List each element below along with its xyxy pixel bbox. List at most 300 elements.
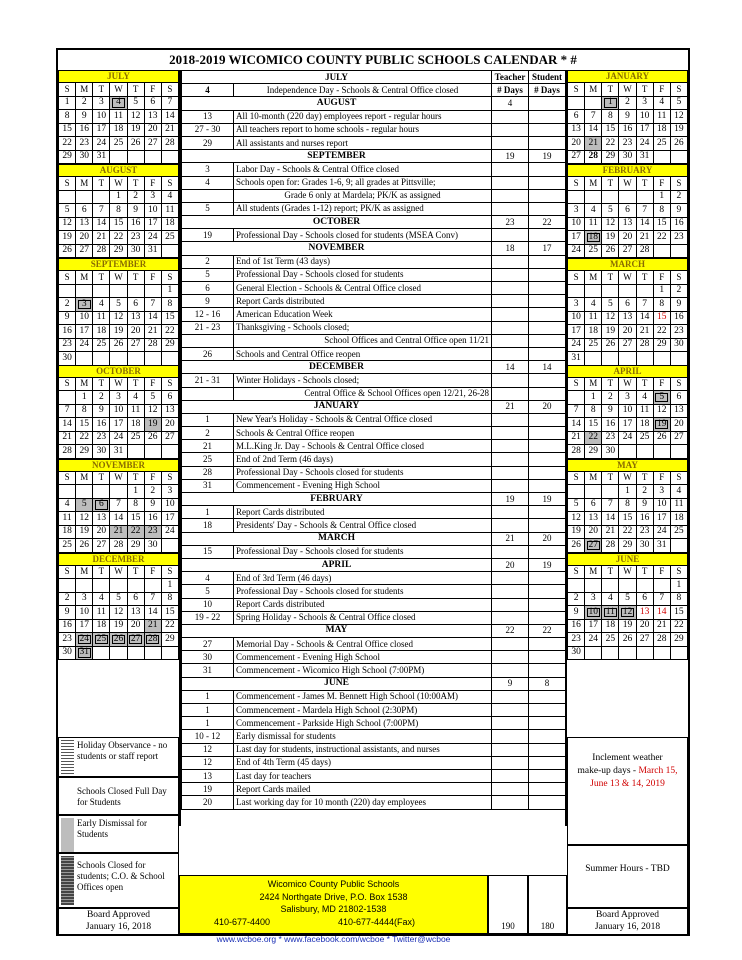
week-row bbox=[59, 96, 179, 110]
day-cell: 23 bbox=[76, 137, 93, 151]
weekday-label: F bbox=[653, 565, 670, 579]
weekday-label: S bbox=[59, 565, 76, 579]
day-cell: 4 bbox=[127, 391, 144, 405]
empty-cell bbox=[529, 413, 566, 426]
day-cell: 22 bbox=[161, 325, 178, 339]
event-row bbox=[182, 756, 566, 769]
weekday-label: S bbox=[161, 565, 178, 579]
day-cell: 22 bbox=[110, 231, 127, 245]
event-row bbox=[182, 334, 566, 347]
day-cell: 27 bbox=[76, 244, 93, 258]
day-cell: 2 bbox=[670, 190, 687, 204]
week-row bbox=[568, 525, 688, 539]
weekday-label: S bbox=[568, 377, 585, 391]
day-cell: 21 bbox=[144, 325, 161, 339]
day-cell: 7 bbox=[144, 592, 161, 606]
week-row bbox=[59, 619, 179, 633]
day-cell bbox=[127, 150, 144, 164]
event-row bbox=[182, 506, 566, 519]
day-cell: 14 bbox=[585, 123, 602, 137]
day-cell: 9 bbox=[93, 404, 110, 418]
event-date: 5 bbox=[182, 585, 234, 598]
empty-cell bbox=[492, 545, 529, 558]
weekday-row bbox=[568, 565, 688, 579]
event-text: Schools & Central Office reopen bbox=[234, 427, 492, 440]
day-cell: 31 bbox=[93, 150, 110, 164]
day-cell: 13 bbox=[161, 404, 178, 418]
events-month-row bbox=[182, 361, 566, 374]
student-days: 19 bbox=[529, 493, 566, 506]
day-cell: 4 bbox=[602, 592, 619, 606]
day-cell bbox=[585, 284, 602, 298]
week-row bbox=[59, 244, 179, 258]
day-cell: 24 bbox=[110, 431, 127, 445]
day-cell: 23 bbox=[93, 431, 110, 445]
empty-cell bbox=[529, 453, 566, 466]
day-cell: 7 bbox=[568, 404, 585, 418]
day-cell bbox=[653, 646, 670, 660]
day-cell: 18 bbox=[161, 217, 178, 231]
day-cell: 3 bbox=[144, 190, 161, 204]
week-row bbox=[59, 485, 179, 499]
event-text: Presidents' Day - Schools & Central Office closed bbox=[234, 519, 492, 532]
day-cell: 28 bbox=[653, 633, 670, 647]
day-cell: 9 bbox=[76, 110, 93, 124]
day-cell: 22 bbox=[619, 525, 636, 539]
web-links[interactable]: www.wcboe.org * www.facebook.com/wcboe * Twitter@wcboe bbox=[216, 934, 451, 944]
day-cell: 20 bbox=[619, 231, 636, 245]
day-cell: 12 bbox=[59, 217, 76, 231]
event-date: 21 - 23 bbox=[182, 321, 234, 334]
empty-cell bbox=[529, 123, 566, 136]
day-cell bbox=[602, 485, 619, 499]
day-cell: 24 bbox=[76, 633, 93, 647]
empty-cell bbox=[529, 572, 566, 585]
empty-cell bbox=[492, 638, 529, 651]
event-row bbox=[182, 545, 566, 558]
day-cell: 10 bbox=[110, 404, 127, 418]
day-cell: 30 bbox=[59, 646, 76, 660]
weekday-label: T bbox=[636, 83, 653, 97]
month-header-row bbox=[59, 259, 179, 271]
week-row bbox=[568, 325, 688, 339]
day-cell: 22 bbox=[653, 231, 670, 245]
day-cell: 19 bbox=[76, 525, 93, 539]
day-cell: 8 bbox=[602, 110, 619, 124]
day-cell: 2 bbox=[670, 284, 687, 298]
week-row bbox=[59, 512, 179, 526]
empty-cell bbox=[492, 611, 529, 624]
weekday-label: F bbox=[144, 83, 161, 97]
weekday-label: S bbox=[568, 565, 585, 579]
day-cell: 6 bbox=[568, 110, 585, 124]
empty-cell bbox=[529, 717, 566, 730]
day-cell: 14 bbox=[636, 217, 653, 231]
day-cell bbox=[670, 539, 687, 553]
day-cell: 4 bbox=[93, 298, 110, 312]
day-cell: 1 bbox=[76, 391, 93, 405]
day-cell bbox=[619, 445, 636, 459]
day-cell bbox=[59, 190, 76, 204]
empty-cell bbox=[529, 506, 566, 519]
day-cell: 2 bbox=[59, 298, 76, 312]
day-cell bbox=[636, 284, 653, 298]
day-cell bbox=[110, 150, 127, 164]
empty-cell bbox=[492, 110, 529, 123]
day-cell: 7 bbox=[636, 298, 653, 312]
month-header-row bbox=[568, 259, 688, 271]
day-cell bbox=[144, 646, 161, 660]
day-cell: 10 bbox=[144, 204, 161, 218]
weekday-label: F bbox=[653, 271, 670, 285]
day-cell: 16 bbox=[636, 512, 653, 526]
empty-cell bbox=[492, 704, 529, 717]
day-cell: 16 bbox=[59, 619, 76, 633]
day-cell: 3 bbox=[568, 298, 585, 312]
empty-cell bbox=[529, 321, 566, 334]
events-month-name: SEPTEMBER bbox=[182, 150, 492, 163]
day-cell: 1 bbox=[585, 391, 602, 405]
event-date: 1 bbox=[182, 690, 234, 703]
day-cell bbox=[636, 190, 653, 204]
event-row bbox=[182, 163, 566, 176]
day-cell: 20 bbox=[161, 418, 178, 432]
empty-cell bbox=[529, 202, 566, 215]
weekday-label: M bbox=[585, 377, 602, 391]
day-cell: 7 bbox=[93, 204, 110, 218]
day-cell: 29 bbox=[161, 338, 178, 352]
day-cell: 5 bbox=[59, 204, 76, 218]
weekday-label: S bbox=[670, 271, 687, 285]
day-cell: 14 bbox=[636, 311, 653, 325]
day-cell: 1 bbox=[619, 485, 636, 499]
weekday-row bbox=[59, 83, 179, 97]
event-row bbox=[182, 229, 566, 242]
empty-cell bbox=[529, 585, 566, 598]
day-cell: 15 bbox=[670, 606, 687, 620]
event-date: 31 bbox=[182, 479, 234, 492]
day-cell: 9 bbox=[59, 311, 76, 325]
day-cell: 11 bbox=[602, 606, 619, 620]
day-cell: 20 bbox=[619, 325, 636, 339]
empty-cell bbox=[492, 453, 529, 466]
weekday-row bbox=[568, 83, 688, 97]
weekday-label: F bbox=[653, 177, 670, 191]
day-cell bbox=[93, 579, 110, 593]
student-days: 20 bbox=[529, 532, 566, 545]
day-cell: 20 bbox=[127, 325, 144, 339]
events-month-name: AUGUST bbox=[182, 97, 492, 110]
week-row bbox=[59, 539, 179, 553]
day-cell: 27 bbox=[619, 244, 636, 258]
weekday-label: M bbox=[585, 565, 602, 579]
day-cell: 27 bbox=[568, 150, 585, 164]
event-text: Thanksgiving - Schools closed; bbox=[234, 321, 492, 334]
day-cell: 25 bbox=[585, 244, 602, 258]
events-month-name: MAY bbox=[182, 624, 492, 637]
student-days-header: Student bbox=[529, 71, 566, 84]
week-row bbox=[568, 110, 688, 124]
teacher-days-subheader: # Days bbox=[492, 84, 529, 97]
weekday-label: T bbox=[93, 177, 110, 191]
day-cell bbox=[653, 150, 670, 164]
day-cell: 3 bbox=[161, 485, 178, 499]
event-row bbox=[182, 427, 566, 440]
empty-cell bbox=[492, 321, 529, 334]
day-cell: 15 bbox=[653, 217, 670, 231]
day-cell: 28 bbox=[144, 338, 161, 352]
day-cell: 28 bbox=[636, 338, 653, 352]
day-cell: 18 bbox=[93, 325, 110, 339]
day-cell: 5 bbox=[144, 391, 161, 405]
day-cell: 1 bbox=[161, 579, 178, 593]
week-row bbox=[568, 418, 688, 432]
weekday-row bbox=[568, 471, 688, 485]
event-text: Commencement - Mardela High School (2:30PM) bbox=[234, 704, 492, 717]
day-cell: 23 bbox=[670, 231, 687, 245]
day-cell: 12 bbox=[568, 512, 585, 526]
event-text: Report Cards distributed bbox=[234, 598, 492, 611]
day-cell: 3 bbox=[619, 391, 636, 405]
day-cell: 24 bbox=[93, 137, 110, 151]
day-cell: 1 bbox=[653, 284, 670, 298]
day-cell: 25 bbox=[59, 539, 76, 553]
hatch-swatch-icon bbox=[61, 740, 74, 774]
weekday-label: M bbox=[585, 177, 602, 191]
day-cell: 14 bbox=[144, 606, 161, 620]
day-cell bbox=[568, 579, 585, 593]
event-date: 1 bbox=[182, 413, 234, 426]
day-cell: 25 bbox=[653, 137, 670, 151]
weekday-row bbox=[59, 377, 179, 391]
week-row bbox=[59, 431, 179, 445]
day-cell: 27 bbox=[636, 633, 653, 647]
weekday-label: W bbox=[110, 271, 127, 285]
day-cell: 3 bbox=[653, 485, 670, 499]
week-row bbox=[59, 231, 179, 245]
weekday-label: M bbox=[585, 83, 602, 97]
event-row bbox=[182, 783, 566, 796]
month-name: JANUARY bbox=[568, 71, 688, 83]
week-row bbox=[59, 498, 179, 512]
day-cell bbox=[161, 244, 178, 258]
day-cell bbox=[59, 485, 76, 499]
empty-cell bbox=[529, 176, 566, 189]
event-text: Professional Day - Schools closed for students bbox=[234, 268, 492, 281]
day-cell bbox=[76, 579, 93, 593]
week-row bbox=[568, 646, 688, 660]
event-date: 5 bbox=[182, 202, 234, 215]
day-cell: 21 bbox=[653, 619, 670, 633]
day-cell bbox=[110, 284, 127, 298]
empty-cell bbox=[529, 466, 566, 479]
day-cell: 19 bbox=[568, 525, 585, 539]
empty-cell bbox=[492, 651, 529, 664]
day-cell: 28 bbox=[161, 137, 178, 151]
event-text: End of 2nd Term (46 days) bbox=[234, 453, 492, 466]
event-text: Commencement - Evening High School bbox=[234, 479, 492, 492]
events-month-name: JANUARY bbox=[182, 400, 492, 413]
day-cell: 30 bbox=[636, 539, 653, 553]
empty-cell bbox=[492, 717, 529, 730]
day-cell: 12 bbox=[144, 404, 161, 418]
day-cell: 10 bbox=[619, 404, 636, 418]
day-cell: 27 bbox=[144, 137, 161, 151]
day-cell bbox=[93, 646, 110, 660]
day-cell: 24 bbox=[568, 244, 585, 258]
day-cell: 21 bbox=[110, 525, 127, 539]
month-name: MAY bbox=[568, 459, 688, 471]
weekday-label: T bbox=[127, 271, 144, 285]
event-text: All assistants and nurses report bbox=[234, 136, 492, 149]
day-cell: 16 bbox=[93, 418, 110, 432]
day-cell: 7 bbox=[585, 110, 602, 124]
day-cell bbox=[602, 352, 619, 366]
day-cell: 4 bbox=[636, 391, 653, 405]
empty-cell bbox=[492, 598, 529, 611]
week-row bbox=[568, 579, 688, 593]
day-cell: 12 bbox=[653, 404, 670, 418]
events-month-row bbox=[182, 532, 566, 545]
day-cell: 29 bbox=[161, 633, 178, 647]
day-cell bbox=[568, 391, 585, 405]
events-month-name: JUNE bbox=[182, 677, 492, 690]
empty-cell bbox=[529, 136, 566, 149]
day-cell bbox=[602, 284, 619, 298]
right-month-calendars bbox=[567, 70, 688, 660]
weekday-label: F bbox=[144, 271, 161, 285]
day-cell: 5 bbox=[602, 204, 619, 218]
day-cell: 23 bbox=[619, 137, 636, 151]
event-text: Professional Day - Schools closed for students bbox=[234, 585, 492, 598]
event-row bbox=[182, 717, 566, 730]
day-cell: 1 bbox=[161, 284, 178, 298]
events-month-row bbox=[182, 242, 566, 255]
weekday-row bbox=[568, 271, 688, 285]
event-date bbox=[182, 189, 234, 202]
event-date: 4 bbox=[182, 84, 234, 97]
day-cell: 22 bbox=[670, 619, 687, 633]
weekday-label: S bbox=[161, 471, 178, 485]
weekday-label: T bbox=[602, 377, 619, 391]
weekday-label: M bbox=[76, 471, 93, 485]
month-name: APRIL bbox=[568, 365, 688, 377]
empty-cell bbox=[529, 638, 566, 651]
day-cell: 16 bbox=[670, 217, 687, 231]
weekday-label: S bbox=[59, 177, 76, 191]
day-cell: 21 bbox=[602, 525, 619, 539]
week-row bbox=[59, 633, 179, 647]
day-cell bbox=[161, 352, 178, 366]
event-date: 4 bbox=[182, 572, 234, 585]
calendar-page bbox=[56, 48, 690, 944]
event-date: 10 bbox=[182, 598, 234, 611]
event-date: 18 bbox=[182, 519, 234, 532]
week-row bbox=[59, 298, 179, 312]
day-cell: 2 bbox=[59, 592, 76, 606]
day-cell: 8 bbox=[585, 404, 602, 418]
month-header-row bbox=[59, 365, 179, 377]
student-days: 8 bbox=[529, 677, 566, 690]
day-cell: 18 bbox=[93, 619, 110, 633]
weekday-label: S bbox=[568, 271, 585, 285]
day-cell: 26 bbox=[670, 137, 687, 151]
weekday-label: T bbox=[602, 177, 619, 191]
weekday-label: T bbox=[93, 83, 110, 97]
day-cell: 22 bbox=[127, 525, 144, 539]
day-cell bbox=[161, 646, 178, 660]
day-cell bbox=[76, 190, 93, 204]
inclement-weather-box: Inclement weather make-up days - March 15, June 13 & 14, 2019 bbox=[567, 737, 688, 845]
day-cell: 19 bbox=[127, 123, 144, 137]
day-cell: 28 bbox=[602, 539, 619, 553]
day-cell: 10 bbox=[76, 311, 93, 325]
student-days: 19 bbox=[529, 558, 566, 571]
events-month-row bbox=[182, 677, 566, 690]
teacher-days-total: 190 bbox=[488, 875, 528, 934]
event-date: 6 bbox=[182, 282, 234, 295]
day-cell: 6 bbox=[619, 204, 636, 218]
weekday-row bbox=[59, 565, 179, 579]
weekday-label: T bbox=[93, 565, 110, 579]
day-cell: 6 bbox=[127, 592, 144, 606]
empty-cell bbox=[492, 413, 529, 426]
event-date: 10 - 12 bbox=[182, 730, 234, 743]
day-cell bbox=[670, 150, 687, 164]
month-header-row bbox=[568, 365, 688, 377]
week-row bbox=[59, 110, 179, 124]
day-cell: 8 bbox=[76, 404, 93, 418]
month-name: JUNE bbox=[568, 553, 688, 565]
day-cell: 9 bbox=[670, 298, 687, 312]
weekday-label: T bbox=[93, 377, 110, 391]
weekday-label: S bbox=[161, 377, 178, 391]
day-cell: 10 bbox=[76, 606, 93, 620]
empty-cell bbox=[492, 387, 529, 400]
day-cell: 30 bbox=[93, 445, 110, 459]
weekday-label: M bbox=[76, 177, 93, 191]
event-text: Professional Day - Schools closed for students (MSEA Conv) bbox=[234, 229, 492, 242]
weekday-label: F bbox=[144, 565, 161, 579]
week-row bbox=[59, 338, 179, 352]
day-cell: 25 bbox=[161, 231, 178, 245]
weekday-label: S bbox=[161, 177, 178, 191]
day-cell: 5 bbox=[619, 592, 636, 606]
day-cell: 11 bbox=[110, 110, 127, 124]
weekday-label: W bbox=[619, 471, 636, 485]
teacher-days: 19 bbox=[492, 150, 529, 163]
day-cell bbox=[585, 485, 602, 499]
event-date bbox=[182, 334, 234, 347]
event-text: New Year's Holiday - Schools & Central Office closed bbox=[234, 413, 492, 426]
event-text: Early dismissal for students bbox=[234, 730, 492, 743]
empty-cell bbox=[492, 176, 529, 189]
week-row bbox=[568, 431, 688, 445]
weekday-label: T bbox=[127, 377, 144, 391]
day-cell bbox=[127, 646, 144, 660]
day-cell: 29 bbox=[110, 244, 127, 258]
weekday-label: F bbox=[653, 377, 670, 391]
events-list bbox=[179, 70, 567, 826]
day-cell: 25 bbox=[127, 431, 144, 445]
day-cell: 6 bbox=[619, 298, 636, 312]
day-cell: 5 bbox=[127, 96, 144, 110]
week-row bbox=[59, 352, 179, 366]
empty-cell bbox=[529, 756, 566, 769]
day-cell: 31 bbox=[76, 646, 93, 660]
weekday-label: S bbox=[59, 377, 76, 391]
week-row bbox=[568, 123, 688, 137]
